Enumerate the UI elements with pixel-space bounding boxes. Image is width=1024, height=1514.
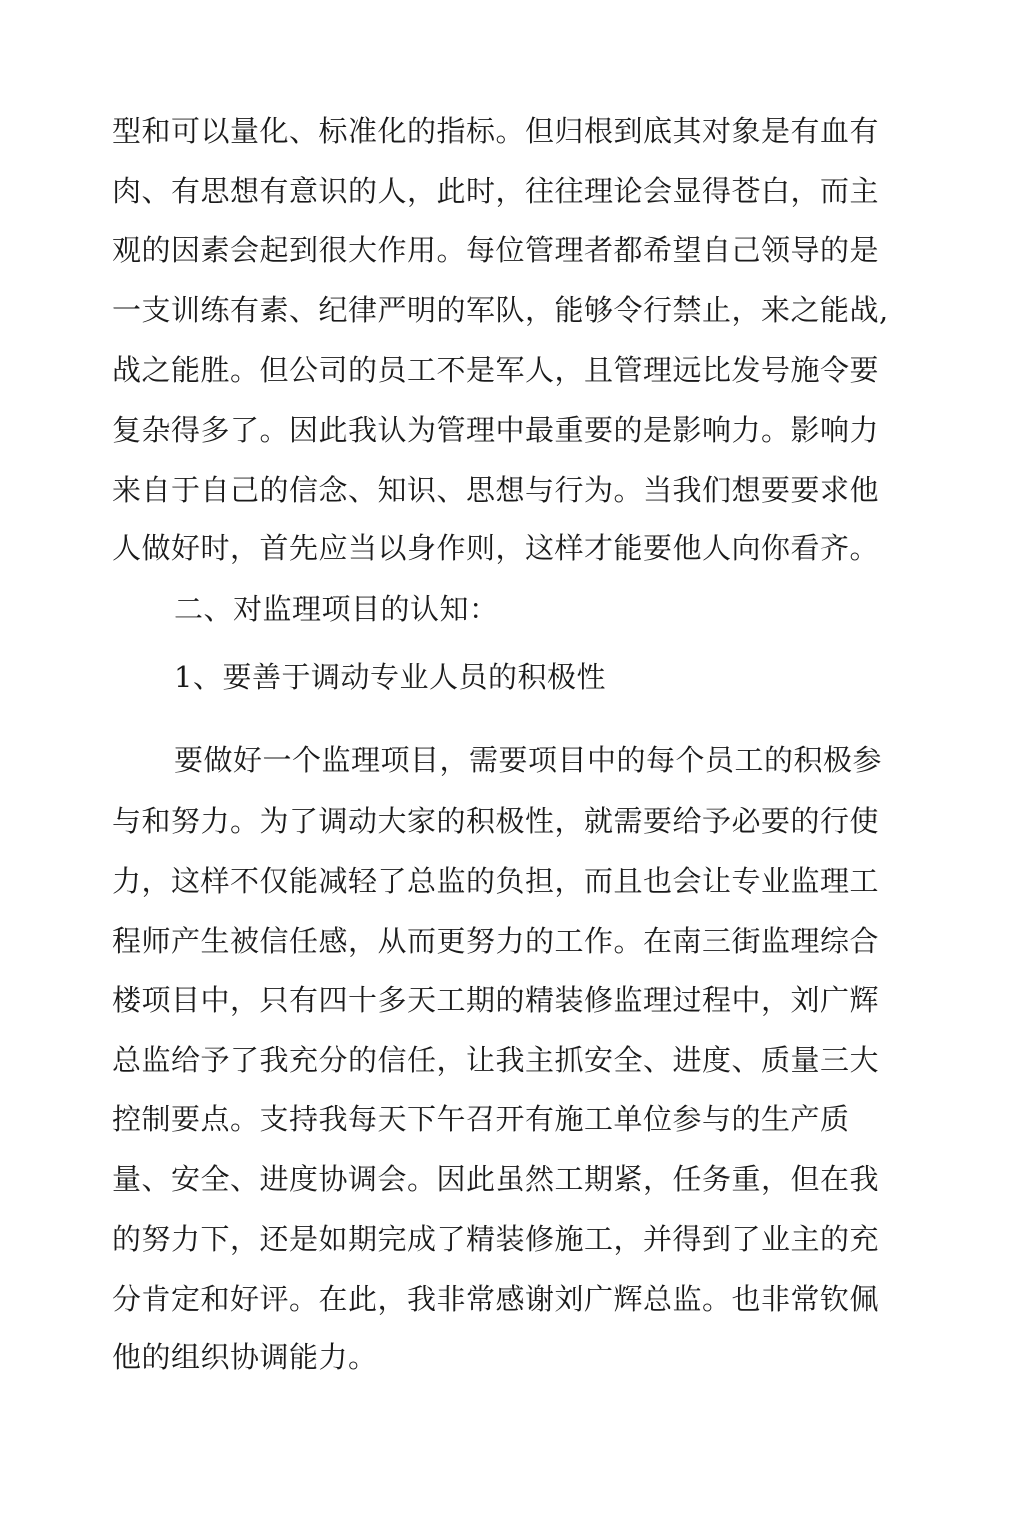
text-line: 总监给予了我充分的信任，让我主抓安全、进度、质量三大 (112, 1043, 880, 1077)
text-line: 他的组织协调能力。 (112, 1340, 378, 1374)
text-line: 程师产生被信任感，从而更努力的工作。在南三街监理综合 (112, 924, 880, 958)
text-line: 复杂得多了。因此我认为管理中最重要的是影响力。影响力 (112, 413, 880, 447)
text-line: 的努力下，还是如期完成了精装修施工，并得到了业主的充 (112, 1222, 880, 1256)
text-line: 战之能胜。但公司的员工不是军人，且管理远比发号施令要 (112, 353, 880, 387)
text-line: 人做好时，首先应当以身作则，这样才能要他人向你看齐。 (112, 531, 880, 565)
text-line: 力，这样不仅能减轻了总监的负担，而且也会让专业监理工 (112, 864, 880, 898)
text-line: 量、安全、进度协调会。因此虽然工期紧，任务重，但在我 (112, 1162, 880, 1196)
text-line: 观的因素会起到很大作用。每位管理者都希望自己领导的是 (112, 233, 880, 267)
text-line: 楼项目中，只有四十多天工期的精装修监理过程中，刘广辉 (112, 983, 880, 1017)
text-line: 一支训练有素、纪律严明的军队，能够令行禁止，来之能战, (112, 293, 889, 327)
text-line: 肉、有思想有意识的人，此时，往往理论会显得苍白，而主 (112, 174, 880, 208)
text-line: 要做好一个监理项目，需要项目中的每个员工的积极参 (174, 743, 883, 777)
text-line: 与和努力。为了调动大家的积极性，就需要给予必要的行使 (112, 804, 880, 838)
text-line: 分肯定和好评。在此，我非常感谢刘广辉总监。也非常钦佩 (112, 1282, 880, 1316)
section-heading: 二、对监理项目的认知： (174, 592, 499, 626)
text-line: 来自于自己的信念、知识、思想与行为。当我们想要要求他 (112, 473, 880, 507)
text-line: 型和可以量化、标准化的指标。但归根到底其对象是有血有 (112, 114, 880, 148)
text-line: 控制要点。支持我每天下午召开有施工单位参与的生产质 (112, 1102, 850, 1136)
subsection-heading: 1、要善于调动专业人员的积极性 (174, 660, 606, 694)
